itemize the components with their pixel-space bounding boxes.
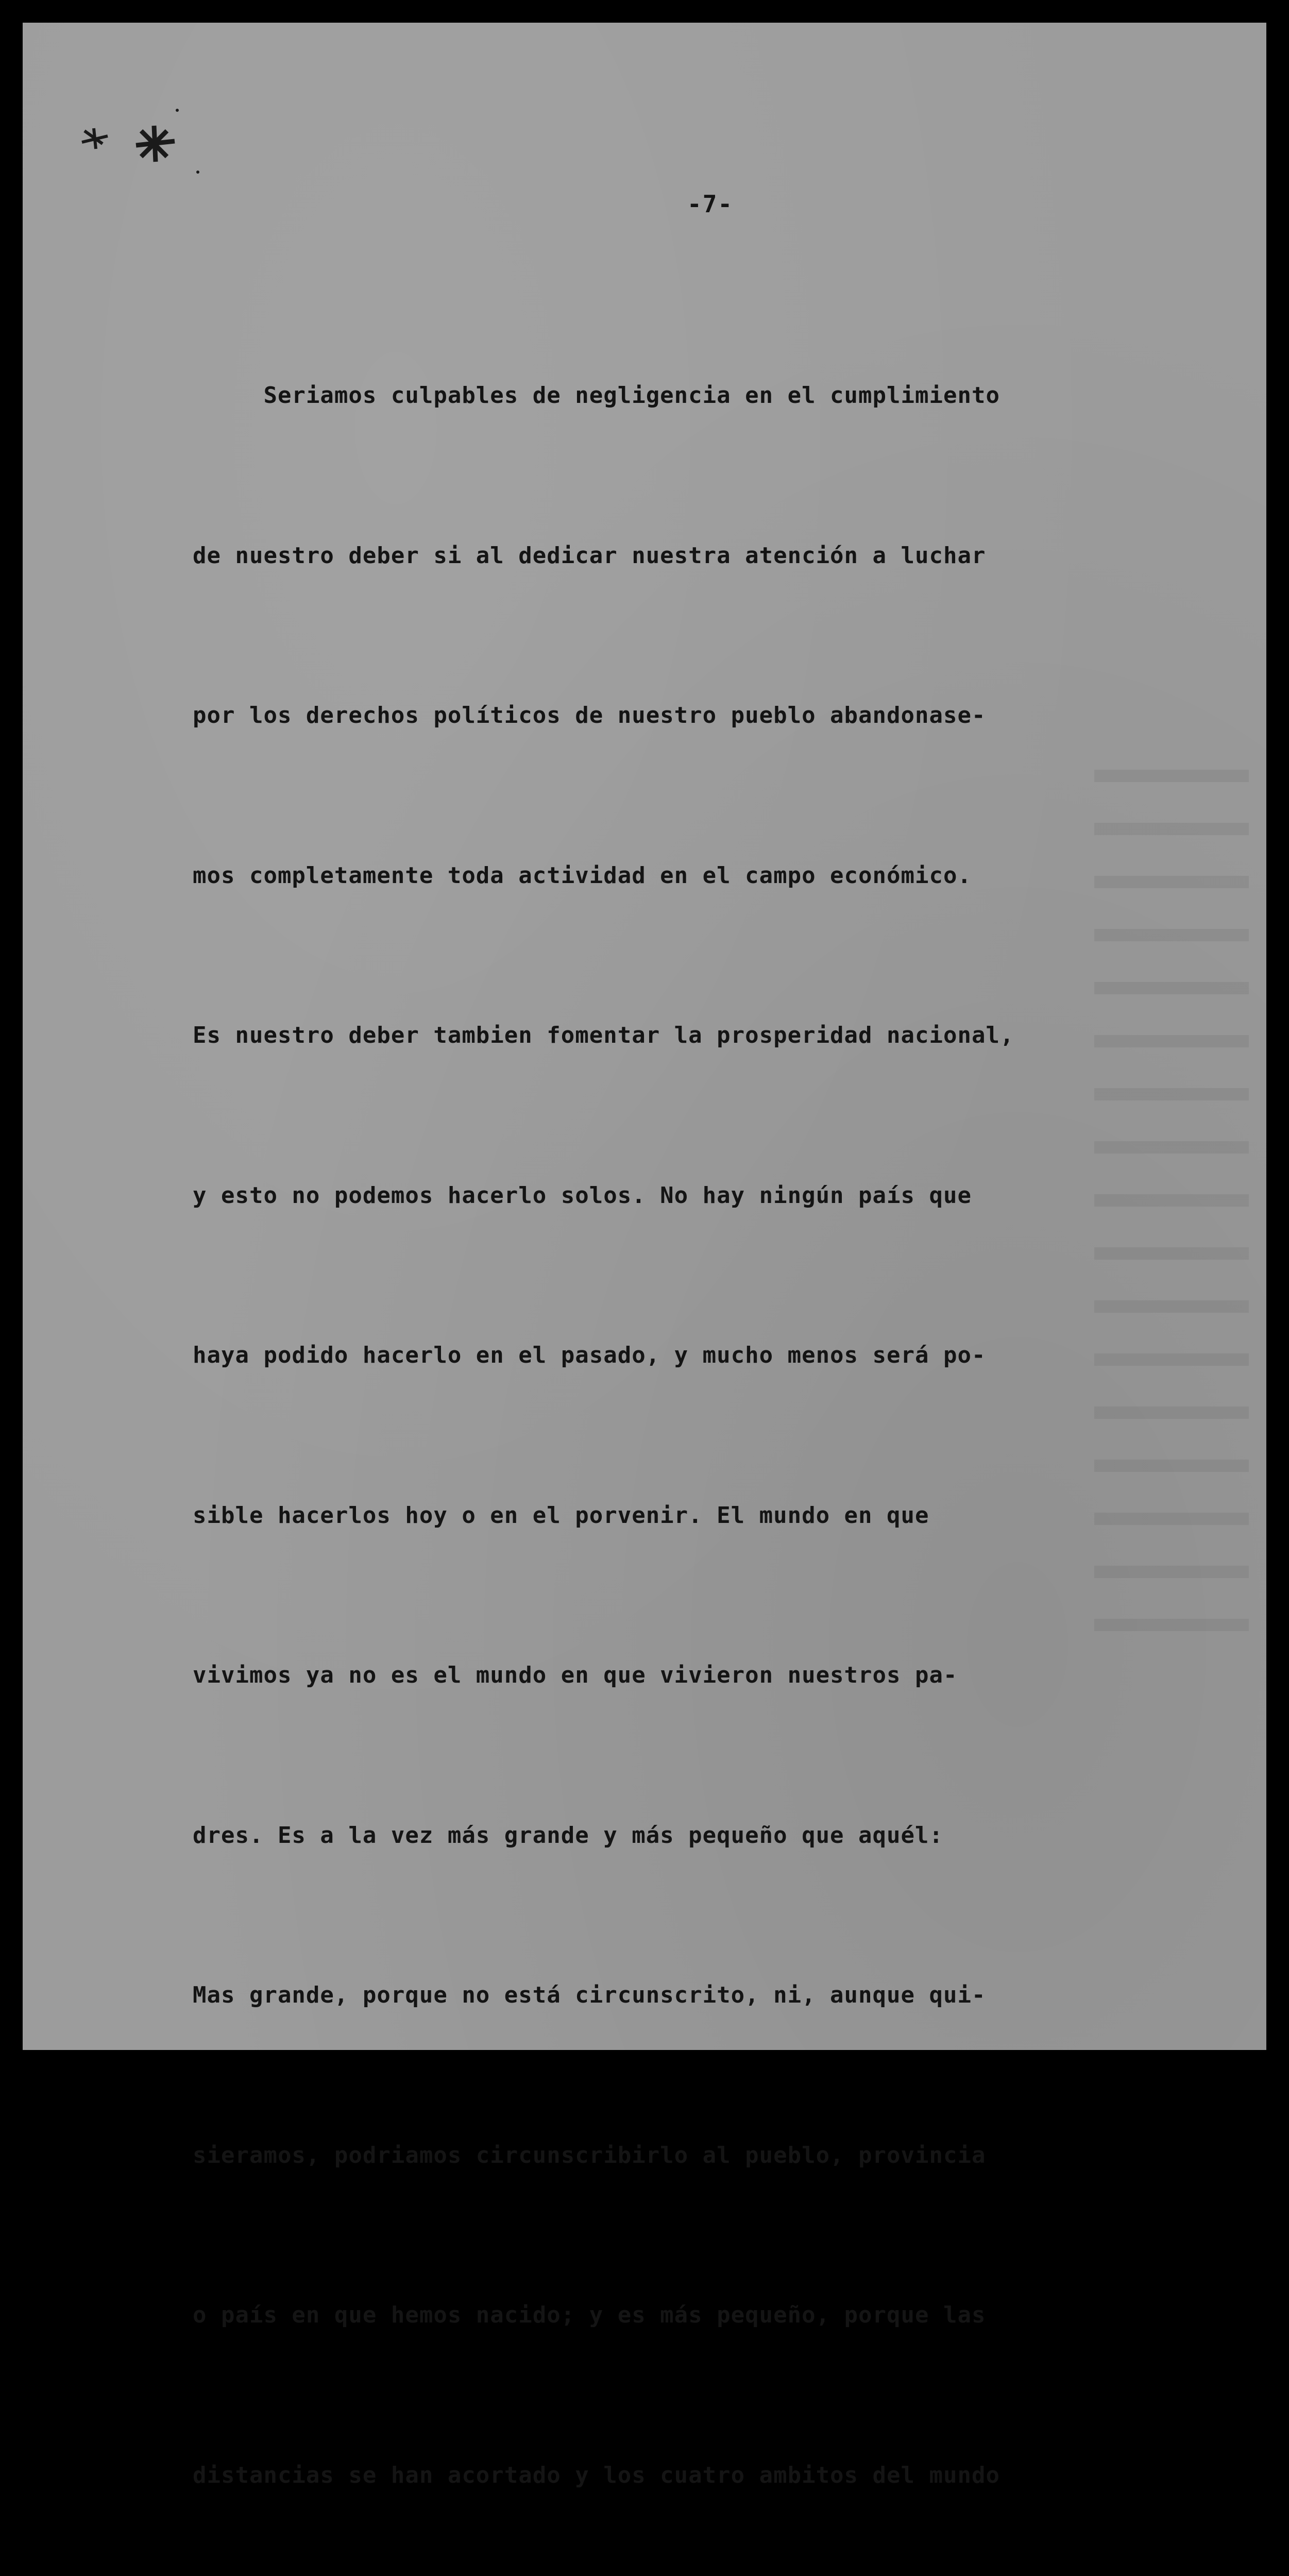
text-line: Mas grande, porque no está circunscrito, ni, aunque qui- (193, 1982, 986, 2008)
text-line: Seriamos culpables de negligencia en el cumplimiento (193, 382, 1000, 409)
ink-marks-icon (64, 100, 229, 193)
text-line: dres. Es a la vez más grande y más pequeño que aquél: (193, 1822, 943, 1849)
text-line: mos completamente toda actividad en el campo económico. (193, 862, 972, 889)
text-line: sieramos, podriamos circunscribirlo al pueblo, provincia (193, 2142, 986, 2168)
page-number: -7- (687, 190, 734, 218)
text-line: por los derechos políticos de nuestro pueblo abandonase- (193, 702, 986, 728)
text-line: distancias se han acortado y los cuatro ambitos del mundo (193, 2462, 1000, 2488)
text-line: sible hacerlos hoy o en el porvenir. El mundo en que (193, 1502, 929, 1529)
text-line: y esto no podemos hacerlo solos. No hay ningún país que (193, 1182, 972, 1209)
text-line: Es nuestro deber tambien fomentar la prosperidad nacional, (193, 1022, 1014, 1048)
text-line: haya podido hacerlo en el pasado, y mucho menos será po- (193, 1342, 986, 1368)
text-line: o país en que hemos nacido; y es más pequeño, porque las (193, 2302, 986, 2328)
body-text (193, 262, 1151, 2576)
text-line: de nuestro deber si al dedicar nuestra atención a luchar (193, 542, 986, 569)
text-line: vivimos ya no es el mundo en que vivieron nuestros pa- (193, 1662, 958, 1688)
document-page (23, 23, 1266, 2488)
